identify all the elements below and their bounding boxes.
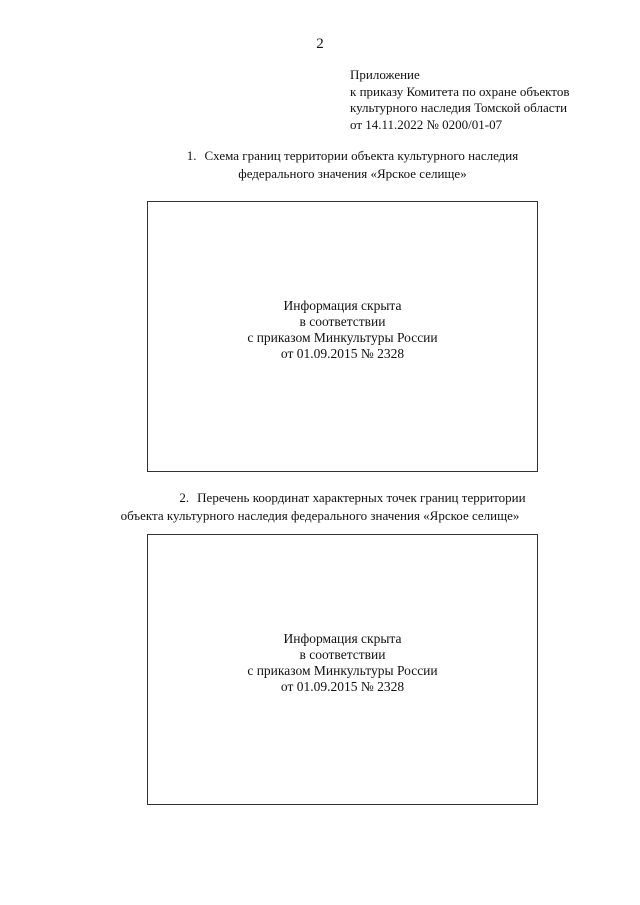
section-1-title-line-2: федерального значения «Ярское селище» [238, 165, 467, 181]
appendix-label: Приложение [350, 67, 420, 82]
hidden-notice-line-4: от 01.09.2015 № 2328 [280, 678, 405, 694]
section-1-hidden-notice [247, 298, 437, 362]
section-1-heading [0, 147, 640, 182]
hidden-notice-line-3: с приказом Минкультуры России [247, 329, 438, 345]
hidden-notice-line-1: Информация скрыта [283, 630, 402, 646]
section-2-title-line-1: Перечень координат характерных точек границ территории [197, 490, 526, 505]
appendix-block [350, 67, 569, 133]
section-2-title-line-2: объекта культурного наследия федерального значения «Ярское селище» [120, 507, 520, 523]
appendix-order-date-number: от 14.11.2022 № 0200/01-07 [350, 116, 503, 132]
section-2-heading [0, 489, 640, 524]
hidden-notice-line-2: в соответствии [299, 646, 386, 662]
hidden-notice-line-4: от 01.09.2015 № 2328 [280, 345, 405, 361]
section-1-number: 1. [186, 148, 197, 163]
hidden-notice-line-1: Информация скрыта [283, 297, 402, 313]
hidden-notice-line-2: в соответствии [299, 313, 386, 329]
section-1-title-line-1: Схема границ территории объекта культурного наследия [204, 148, 519, 163]
appendix-order-reference: к приказу Комитета по охране объектов [350, 83, 570, 99]
section-2-hidden-notice [247, 631, 437, 695]
section-1-hidden-content-box [147, 201, 538, 472]
section-2-hidden-content-box [147, 534, 538, 805]
page-number: 2 [316, 36, 324, 52]
section-2-number: 2. [179, 490, 190, 505]
appendix-committee-region: культурного наследия Томской области [350, 100, 568, 115]
hidden-notice-line-3: с приказом Минкультуры России [247, 662, 438, 678]
